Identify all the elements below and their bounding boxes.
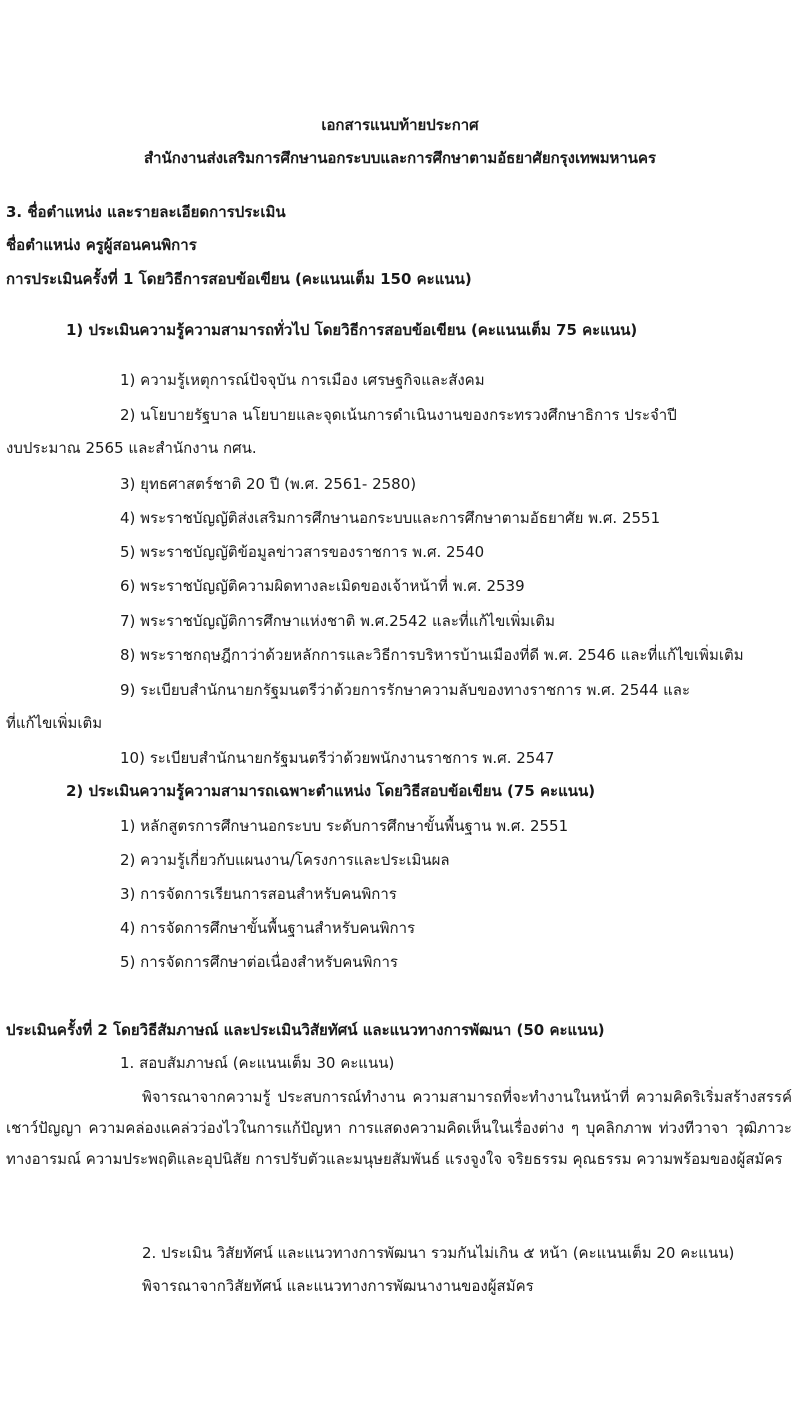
list-item: 6) พระราชบัญญัติความผิดทางละเมิดของเจ้าหน้าที่ พ.ศ. 2539 [120, 577, 525, 595]
list-item: 1) ความรู้เหตุการณ์ปัจจุบัน การเมือง เศรษฐกิจและสังคม [120, 371, 485, 389]
list-item: 4) การจัดการศึกษาขั้นพื้นฐานสำหรับคนพิการ [120, 919, 416, 937]
part1-heading: 1) ประเมินความรู้ความสามารถทั่วไป โดยวิธีการสอบข้อเขียน (คะแนนเต็ม 75 คะแนน) [66, 321, 638, 339]
document-title: เอกสารแนบท้ายประกาศ [321, 116, 479, 134]
list-item-continuation: ที่แก้ไขเพิ่มเติม [6, 714, 103, 732]
list-item: 10) ระเบียบสำนักนายกรัฐมนตรีว่าด้วยพนักงานราชการ พ.ศ. 2547 [120, 749, 555, 767]
interview-description: พิจารณาจากความรู้ ประสบการณ์ทำงาน ความสามารถที่จะทำงานในหน้าที่ ความคิดริเริ่มสร้างสรรค์ เชาว์ปัญญา ความคล่องแคล่วว่องไวในการแก้ปัญหา การแสดงความคิดเห็นในเรื่องต่าง ๆ บุคลิกภาพ ท่วงทีวาจา วุฒิภาวะทางอารมณ์ ความประพฤติและอุปนิสัย การปรับตัวและมนุษยสัมพันธ์ แรงจูงใจ จริยธรรม คุณธรรม ความพร้อมของผู้สมัคร [6, 1088, 792, 1168]
list-item: 2) นโยบายรัฐบาล นโยบายและจุดเน้นการดำเนินงานของกระทรวงศึกษาธิการ ประจำปี [120, 406, 677, 424]
list-item: 3) การจัดการเรียนการสอนสำหรับคนพิการ [120, 885, 397, 903]
position-name: ชื่อตำแหน่ง ครูผู้สอนคนพิการ [6, 236, 197, 254]
interview-title: 1. สอบสัมภาษณ์ (คะแนนเต็ม 30 คะแนน) [120, 1054, 395, 1072]
part2-heading: 2) ประเมินความรู้ความสามารถเฉพาะตำแหน่ง โดยวิธีสอบข้อเขียน (75 คะแนน) [66, 782, 596, 800]
list-item: 1) หลักสูตรการศึกษานอกระบบ ระดับการศึกษาขั้นพื้นฐาน พ.ศ. 2551 [120, 817, 569, 835]
list-item-continuation: งบประมาณ 2565 และสำนักงาน กศน. [6, 439, 257, 457]
list-item: 7) พระราชบัญญัติการศึกษาแห่งชาติ พ.ศ.2542 และที่แก้ไขเพิ่มเติม [120, 612, 556, 630]
vision-description: พิจารณาจากวิสัยทัศน์ และแนวทางการพัฒนางานของผู้สมัคร [142, 1277, 534, 1295]
list-item: 5) พระราชบัญญัติข้อมูลข่าวสารของราชการ พ.ศ. 2540 [120, 543, 485, 561]
list-item: 3) ยุทธศาสตร์ชาติ 20 ปี (พ.ศ. 2561- 2580) [120, 475, 417, 493]
list-item: 9) ระเบียบสำนักนายกรัฐมนตรีว่าด้วยการรักษาความลับของทางราชการ พ.ศ. 2544 และ [120, 681, 691, 699]
list-item: 5) การจัดการศึกษาต่อเนื่องสำหรับคนพิการ [120, 953, 398, 971]
section-heading: 3. ชื่อตำแหน่ง และรายละเอียดการประเมิน [6, 203, 286, 221]
vision-title: 2. ประเมิน วิสัยทัศน์ และแนวทางการพัฒนา รวมกันไม่เกิน ๕ หน้า (คะแนนเต็ม 20 คะแนน) [142, 1244, 735, 1262]
round2-heading: ประเมินครั้งที่ 2 โดยวิธีสัมภาษณ์ และประเมินวิสัยทัศน์ และแนวทางการพัฒนา (50 คะแนน) [6, 1021, 605, 1039]
list-item: 2) ความรู้เกี่ยวกับแผนงาน/โครงการและประเมินผล [120, 851, 450, 869]
list-item: 8) พระราชกฤษฎีกาว่าด้วยหลักการและวิธีการบริหารบ้านเมืองที่ดี พ.ศ. 2546 และที่แก้ไขเพิ่มเติม [120, 646, 744, 664]
list-item: 4) พระราชบัญญัติส่งเสริมการศึกษานอกระบบและการศึกษาตามอัธยาศัย พ.ศ. 2551 [120, 509, 661, 527]
organization-name: สำนักงานส่งเสริมการศึกษานอกระบบและการศึกษาตามอัธยาศัยกรุงเทพมหานคร [144, 149, 656, 167]
round1-heading: การประเมินครั้งที่ 1 โดยวิธีการสอบข้อเขียน (คะแนนเต็ม 150 คะแนน) [6, 270, 472, 288]
